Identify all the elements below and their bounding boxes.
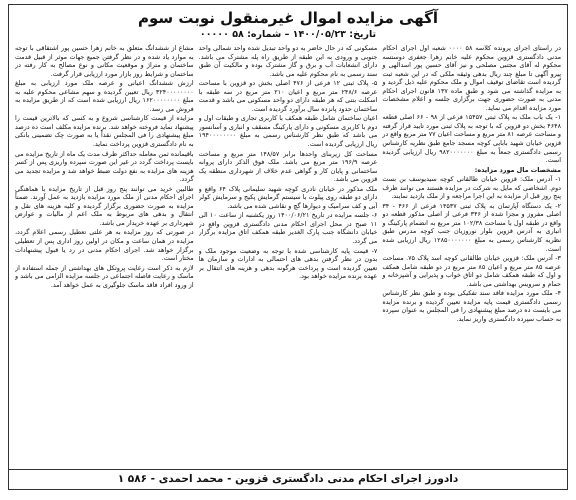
paragraph: اعیان ساختمان شامل طبقه همکف با کاربری تجاری و طبقات اول و دوم با کاربری مسکونی و دارای پارکینگ مسقف و انباری و آسانسور می باشد که طبق نظر کارشناس رسمی به مبلغ ۱۹۴۰۰۰۰۰۰۰۰ ریال ارزیابی گردیده است.	[198, 114, 378, 149]
paragraph: مزایده از قیمت کارشناسی شروع و به کسی که بالاترین قیمت را پیشنهاد نماید فروخته خواهد شد. برنده مزایده مکلف است ده درصد مبلغ پیشنهادی را فی المجلس نقداً یا به صورت چک تضمینی بانکی به نام دادگستری قزوین پرداخت نماید.	[14, 114, 194, 149]
paragraph: مشاع از ششدانگ متعلق به خانم زهرا حسین پور اشتقاقی با توجه به موارد یاد شده و در نظر گرفتن جمیع جهات موثر از قبیل قدمت ساختمان و متراژ و موقعیت مکانی و نوع مصالح به کار رفته در ساختمان و شرایط روز بازار مورد ارزیابی قرار گرفت.	[14, 44, 194, 78]
column-middle	[199, 44, 378, 473]
notice-title: آگهی مزایده اموال غیرمنقول نوبت سوم	[138, 9, 438, 27]
paragraph: باقیمانده ثمن معامله حداکثر ظرف مدت یک ماه از تاریخ مزایده می بایست پرداخت گردد در غیر این صورت سپرده واریزی پس از کسر هزینه های مزایده به نفع دولت ضبط خواهد شد و مزایده تجدید می گردد.	[14, 149, 194, 184]
notice-columns	[9, 41, 567, 473]
paragraph: ۷- قیمت پایه کارشناسی شده با توجه به وضعیت موجود ملک و بدون در نظر گرفتن بدهی های احتمالی به ادارات و سازمان ها تعیین گردیده است و پرداخت هرگونه بدهی و هزینه های انتقال بر عهده برنده مزایده خواهد بود.	[198, 246, 378, 281]
notice-date-number: تاریخ: ۱۴۰۰/۰۵/۲۳ – شماره: ۵۸ ۰۰۰۰۰	[199, 29, 377, 40]
paragraph: ۴- ملک مورد مزایده فاقد سند تفکیکی بوده و طبق نظر کارشناس رسمی دادگستری قیمت پایه مزایده تعیین گردیده و برنده مزایده می بایست ده درصد مبلغ پیشنهادی را فی المجلس به عنوان سپرده به حساب سپرده دادگستری واریز نماید.	[382, 289, 561, 323]
paragraph: در راستای اجرای پرونده کلاسه ۵۸ ۰۰۰۰ شعبه اول اجرای احکام مدنی دادگستری قزوین محکوم علیه خانم زهرا جعفری دوستسه محکوم له آقای مجتبی مصلحی و نیز آقای حسین پور اسدالهی و پیرو آگهی تا مبلغ چند ریال بدهی وثیقه ملکی که در این شعبه ثبت گردیده است تقاضای توقیف اموال و ملک محکوم علیه ذیل گردید و به مزایده گذاشته می شود و طبق ماده ۱۳۷ قانون اجرای احکام مدنی به صورت حضوری جهت برگزاری جلسه و اعلام مشخصات مورد مزایده اقدام می نماید.	[382, 44, 561, 112]
paragraph: مسکونی که در حال حاضر به دو واحد تبدیل شده واحد شمالی واحد جنوبی و ورودی به این طبقه از طریق راه پله مشترک می باشد. دارای انشعابات آب و برق و گاز مشترک بوده و مالکیت آن طبق سند رسمی به نام محکوم علیه می باشد.	[198, 44, 378, 78]
paragraph: لازم به ذکر است رعایت پروتکل های بهداشتی از جمله استفاده از ماسک و رعایت فاصله اجتماعی در جلسه مزایده الزامی می باشد و از ورود افراد فاقد ماسک جلوگیری به عمل خواهد آمد.	[14, 263, 194, 289]
paragraph: طالبین خرید می توانند پنج روز قبل از تاریخ مزایده با هماهنگی اجرای احکام مدنی از ملک مورد مزایده بازدید به عمل آورند. ضمناً مزایده به صورت حضوری برگزار گردیده و کلیه هزینه های نقل و انتقال و بدهی های مربوط به ملک اعم از مالیات و عوارض شهرداری بر عهده خریدار می باشد.	[14, 184, 194, 227]
paragraph: ۶- جلسه مزایده در تاریخ ۱۴۰۰/۰۶/۲۱ روز یکشنبه از ساعت ۱۰ الی ۱۱ صبح در محل اجرای احکام مدنی دادگستری قزوین واقع در خیابان دانشگاه جنب پارک الغدیر طبقه همکف اتاق مزایده برگزار می گردد.	[198, 211, 378, 246]
paragraph: در صورتی که روز مزایده به هر علتی تعطیل رسمی اعلام گردد، مزایده در همان ساعت و مکان در اولین روز اداری پس از تعطیلی برگزار خواهد شد. اجرای احکام مدنی در رد یا قبول پیشنهادات مختار است.	[14, 228, 194, 263]
notice-signature: دادورز اجرای احکام مدنی دادگستری قزوین - محمد احمدی - ۵۸۶ ۱	[9, 469, 567, 486]
section-heading: مشخصات مال مورد مزایده:	[474, 165, 561, 174]
paragraph: ۳- آدرس ملک: قزوین خیابان طالقانی کوچه اسد پلاک ۷۵. مساحت عرصه ۸۵ متر مربع و اعیان ۸۵ متر مربع در دو طبقه شامل همکف و اول که طبقه همکف شامل دو اتاق خواب و پذیرایی و آشپزخانه و حمام و سرویس بهداشتی می باشد.	[382, 254, 561, 288]
paragraph: ۲- یک دستگاه آپارتمان به پلاک ثبتی ۱۴۵۳۷ فرعی از ۴۶۶ - ۳۴ اصلی مفروز و مجزا شده از ۳۴۶ فرعی از اصلی مذکور قطعه دو واقع در طبقه اول با مساحت ۱۰۲/۳۸ متر مربع به انضمام پارکینگ و انباری به آدرس قزوین بلوار نوروزیان جنب کوچه مدرس طبق نظریه کارشناس رسمی به مبلغ ۱۲۸۵۰۰۰۰۰۰۰ ریال ارزیابی شده است.	[382, 201, 561, 253]
paragraph: ۱- آدرس ملک: قزوین خیابان طالقانی کوچه سیدیوسف بن بست دوم. اشخاصی که مایل به شرکت در مزایده هستند می توانند ظرف پنج روز قبل از مزایده به این اجرا مراجعه و از ملک بازدید نمایند.	[382, 175, 561, 201]
paragraph: مساحت کل زیربنای واحدها برابر ۱۴۸/۵۷ متر مربع و مساحت عرصه ۱۹۶/۹ متر مربع می باشد. ملک فوق الذکر دارای پروانه ساختمانی و پایان کار و گواهی عدم خلاف از شهرداری منطقه یک قزوین می باشد.	[198, 149, 378, 184]
auction-notice	[8, 4, 568, 490]
paragraph: ملک مذکور در خیابان نادری کوچه شهید سلیمانی پلاک ۶۴ واقع و دارای دو طبقه روی پیلوت با سیستم گرمایش پکیج و سرمایش کولر آبی و کف سرامیک و دیوارها گچ و نقاشی شده می باشد.	[198, 184, 378, 210]
column-right	[382, 44, 561, 473]
paragraph: ۱- یک باب ملک به پلاک ثبتی ۱۵۴۵۷ فرعی از ۹۸ - ۶۶ اصلی قطعه ۴۶۴۸ بخش دو قزوین که با توجه به پلاک ثبتی مورد تایید قرار گرفته و مساحت عرصه ۸۱ متر مربع و مساحت اعیان ۷۷ متر مربع واقع در قزوین خیابان شهید بابایی کوچه مسجد جامع طبق نظریه کارشناس رسمی دادگستری جمعاً به مبلغ ۹۸۲۰۰۰۰۰۰۰ ریال ارزیابی گردیده است.	[382, 113, 561, 165]
paragraph: ارزش ششدانگ اعیانی و عرصه ملک مورد ارزیابی به مبلغ ۳۲۴۰۰۰۰۰۰۰۰ ریال تعیین گردیده و سهم مشاعی محکوم علیه به مبلغ ۱۶۲۰۰۰۰۰۰۰۰ ریال ارزیابی شده است که از طریق مزایده به فروش می رسد.	[14, 79, 194, 113]
paragraph: ۵- پلاک ثبتی ۱۲ فرعی از ۴۷۶ اصلی بخش دو قزوین با مساحت عرصه ۲۴۸/۶ متر مربع و اعیان ۲۱۰ متر مربع در سه طبقه با اسکلت بتنی که هر طبقه دارای دو واحد مسکونی می باشد و قدمت ساختمان حدود پانزده سال برآورد گردیده است.	[198, 79, 378, 113]
column-left	[15, 44, 194, 473]
